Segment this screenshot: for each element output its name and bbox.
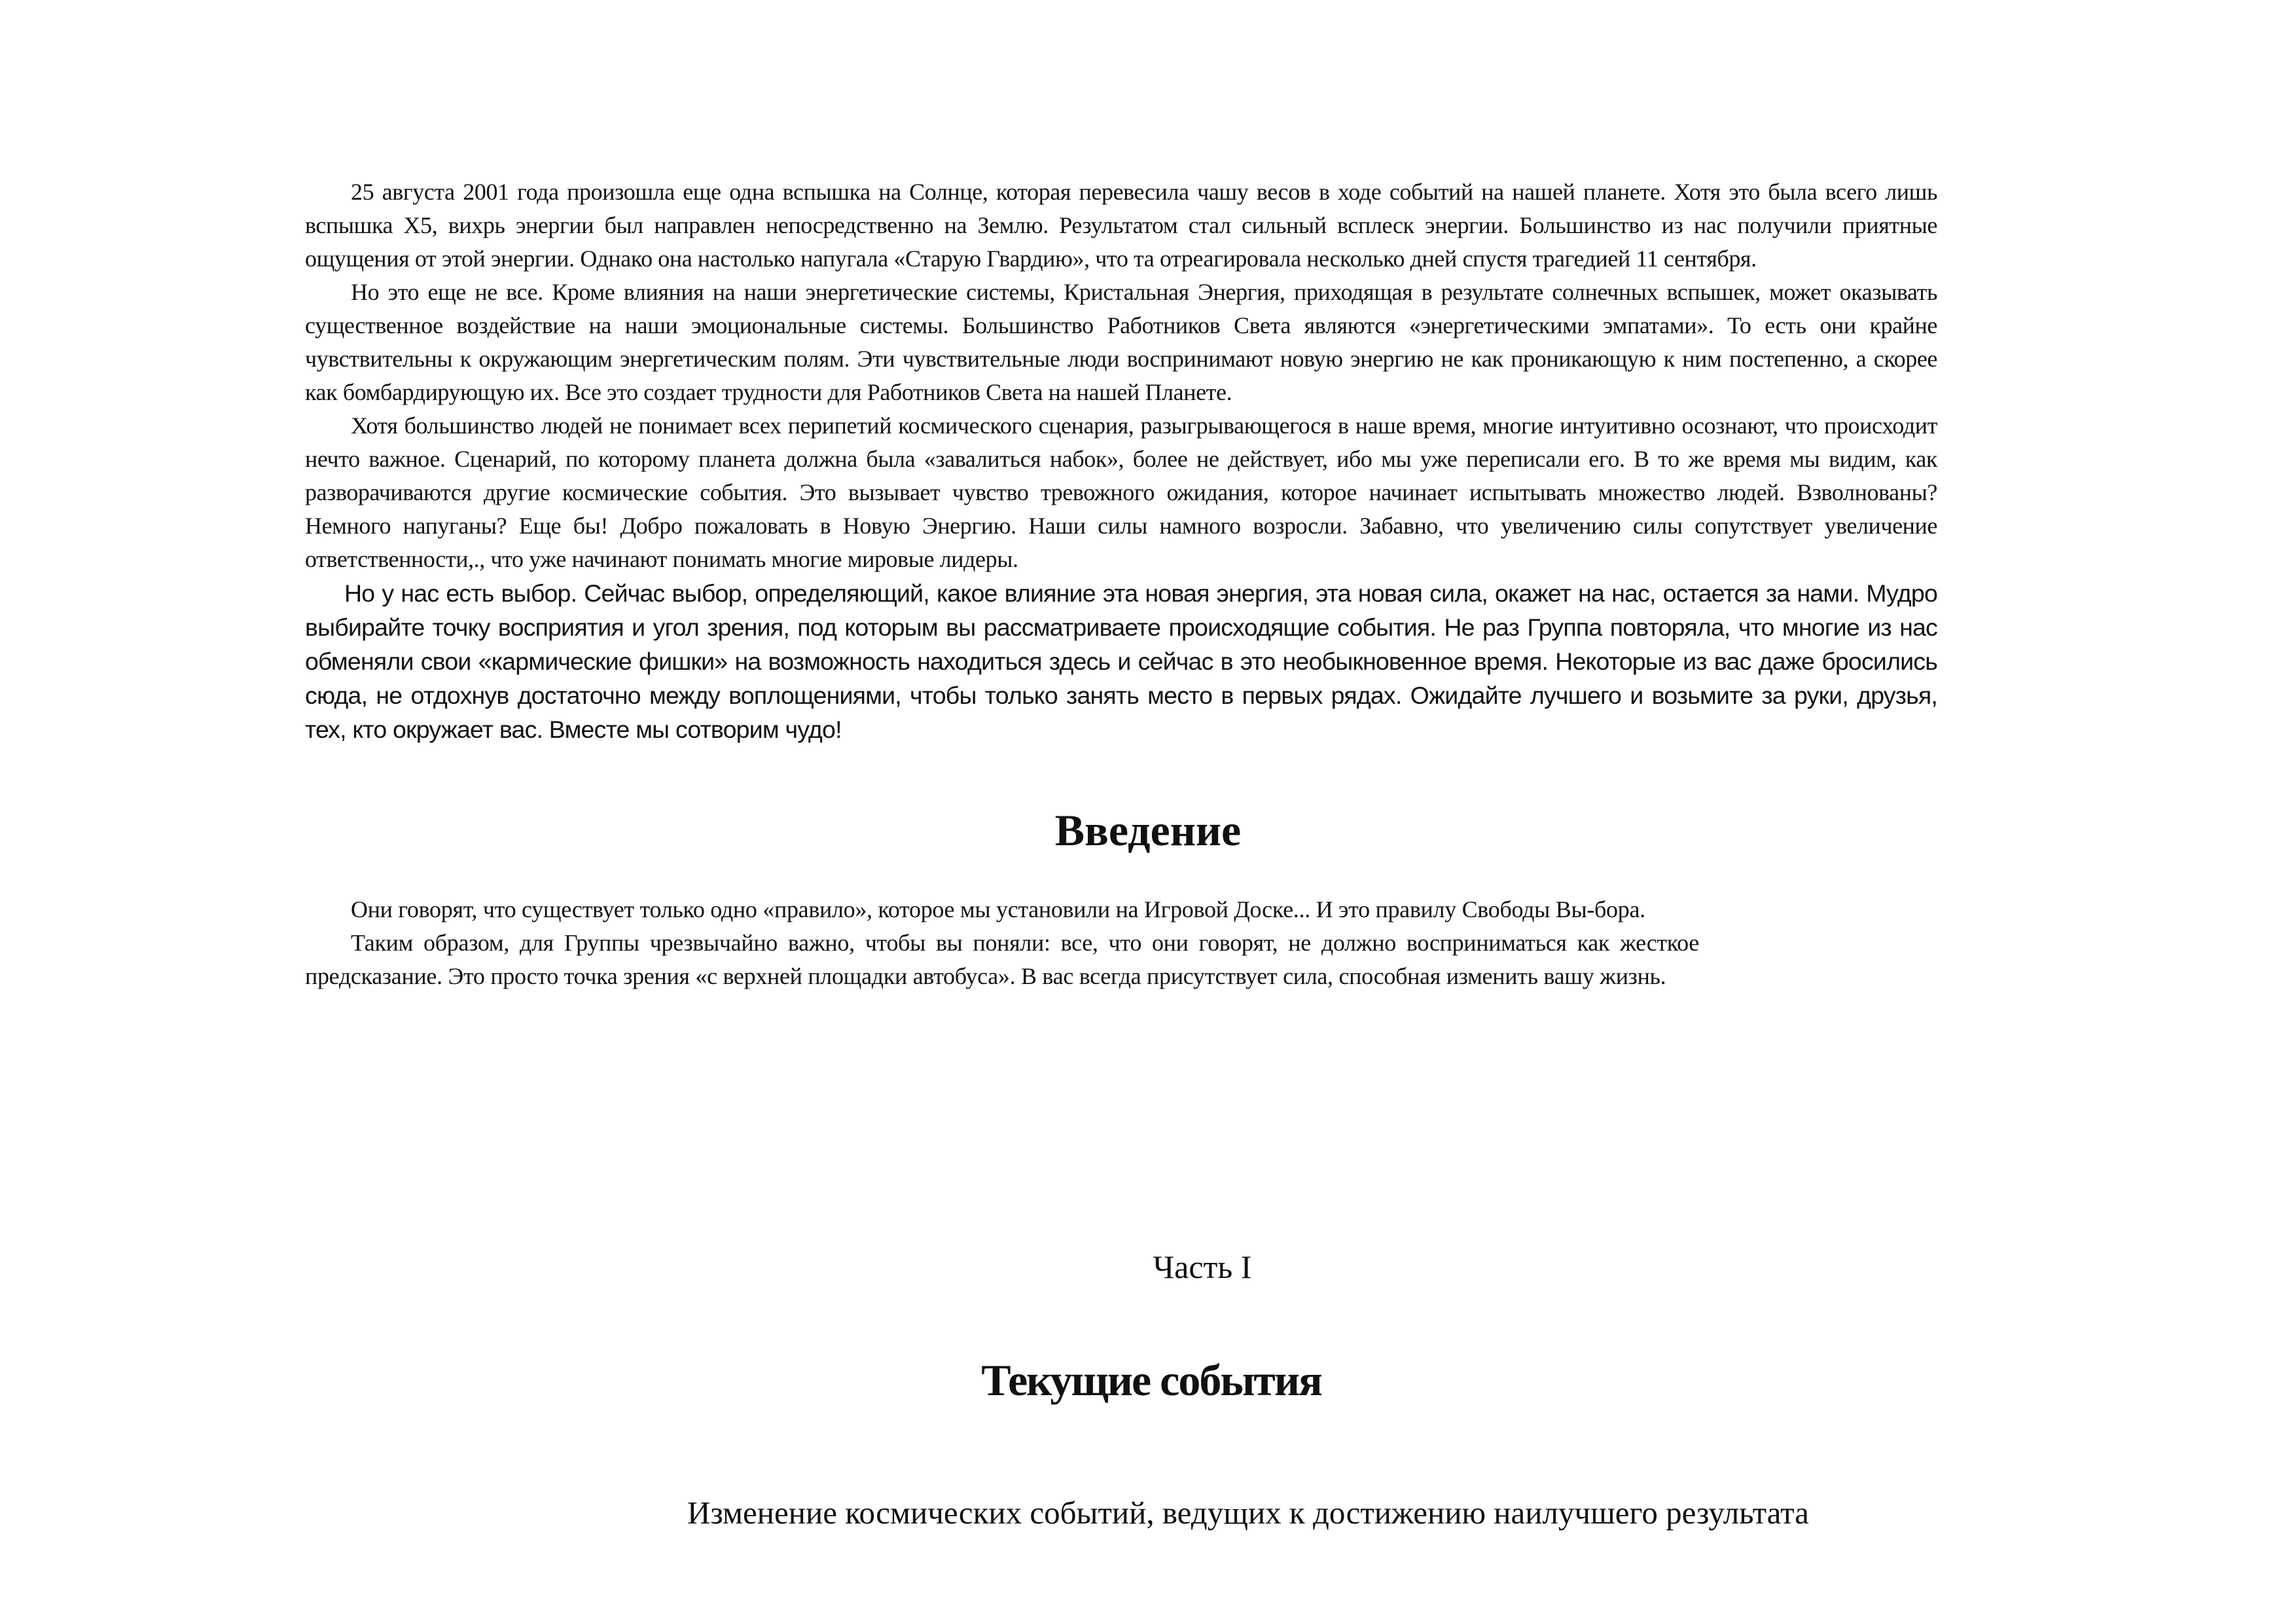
preface-section	[305, 175, 1937, 746]
part-title: Текущие события	[981, 1355, 1321, 1405]
preface-paragraph: Но это еще не все. Кроме влияния на наши энергетические системы, Кристальная Энергия, приходящая в результате солнечных вспышек, может оказывать существенное воздействие на наши эмоциональные системы. Большинство Работников Света являются «энергетическими эмпатами». То есть они крайне чувствительны к окружающим энергетическим полям. Эти чувствительные люди воспринимают новую энергию не как проникающую к ним постепенно, а скорее как бомбардирующую их. Все это создает трудности для Работников Света на нашей Планете.	[305, 279, 1937, 405]
preface-paragraph: Но у нас есть выбор. Сейчас выбор, определяющий, какое влияние эта новая энергия, эта новая сила, окажет на нас, остается за нами. Мудро выбирайте точку восприятия и угол зрения, под которым вы рассматриваете происходящие события. Не раз Группа повторяла, что многие из нас обменяли свои «кармические фишки» на возможность находиться здесь и сейчас в это необыкновенное время. Некоторые из вас даже бросились сюда, не отдохнув достаточно между воплощениями, чтобы только занять место в первых рядах. Ожидайте лучшего и возьмите за руки, друзья, тех, кто окружает вас. Вместе мы сотворим чудо!	[305, 579, 1937, 743]
preface-paragraph: 25 августа 2001 года произошла еще одна вспышка на Солнце, которая перевесила чашу весов в ходе событий на нашей планете. Хотя это была всего лишь вспышка X5, вихрь энергии был направлен непосредственно на Землю. Результатом стал сильный всплеск энергии. Большинство из нас получили приятные ощущения от этой энергии. Однако она настолько напугала «Старую Гвардию», что та отреагировала несколько дней спустя трагедией 11 сентября.	[305, 179, 1937, 272]
introduction-paragraph: Таким образом, для Группы чрезвычайно важно, чтобы вы поняли: все, что они говорят, не должно восприниматься как жесткое предсказание. Это просто точка зрения «с верхней площадки автобуса». В вас всегда присутствует сила, способная изменить вашу жизнь.	[305, 930, 1699, 989]
chapter-subtitle: Изменение космических событий, ведущих к достижению наилучшего результата	[687, 1495, 1809, 1531]
introduction-paragraph: Они говорят, что существует только одно «правило», которое мы установили на Игровой Доске... И это правилу Свободы Вы-бора.	[351, 896, 1645, 922]
part-label: Часть I	[1153, 1249, 1252, 1285]
preface-paragraph: Хотя большинство людей не понимает всех перипетий космического сценария, разыгрывающегося в наше время, многие интуитивно осознают, что происходит нечто важное. Сценарий, по которому планета должна была «завалиться набок», более не действует, ибо мы уже переписали его. В то же время мы видим, как разворачиваются другие космические события. Это вызывает чувство тревожного ожидания, которое начинает испытывать множество людей. Взволнованы? Немного напуганы? Еще бы! Добро пожаловать в Новую Энергию. Наши силы намного возросли. Забавно, что увеличению силы сопутствует увеличение ответственности,., что уже начинают понимать многие мировые лидеры.	[305, 412, 1937, 572]
introduction-heading: Введение	[1054, 805, 1242, 855]
introduction-section	[305, 893, 1699, 993]
